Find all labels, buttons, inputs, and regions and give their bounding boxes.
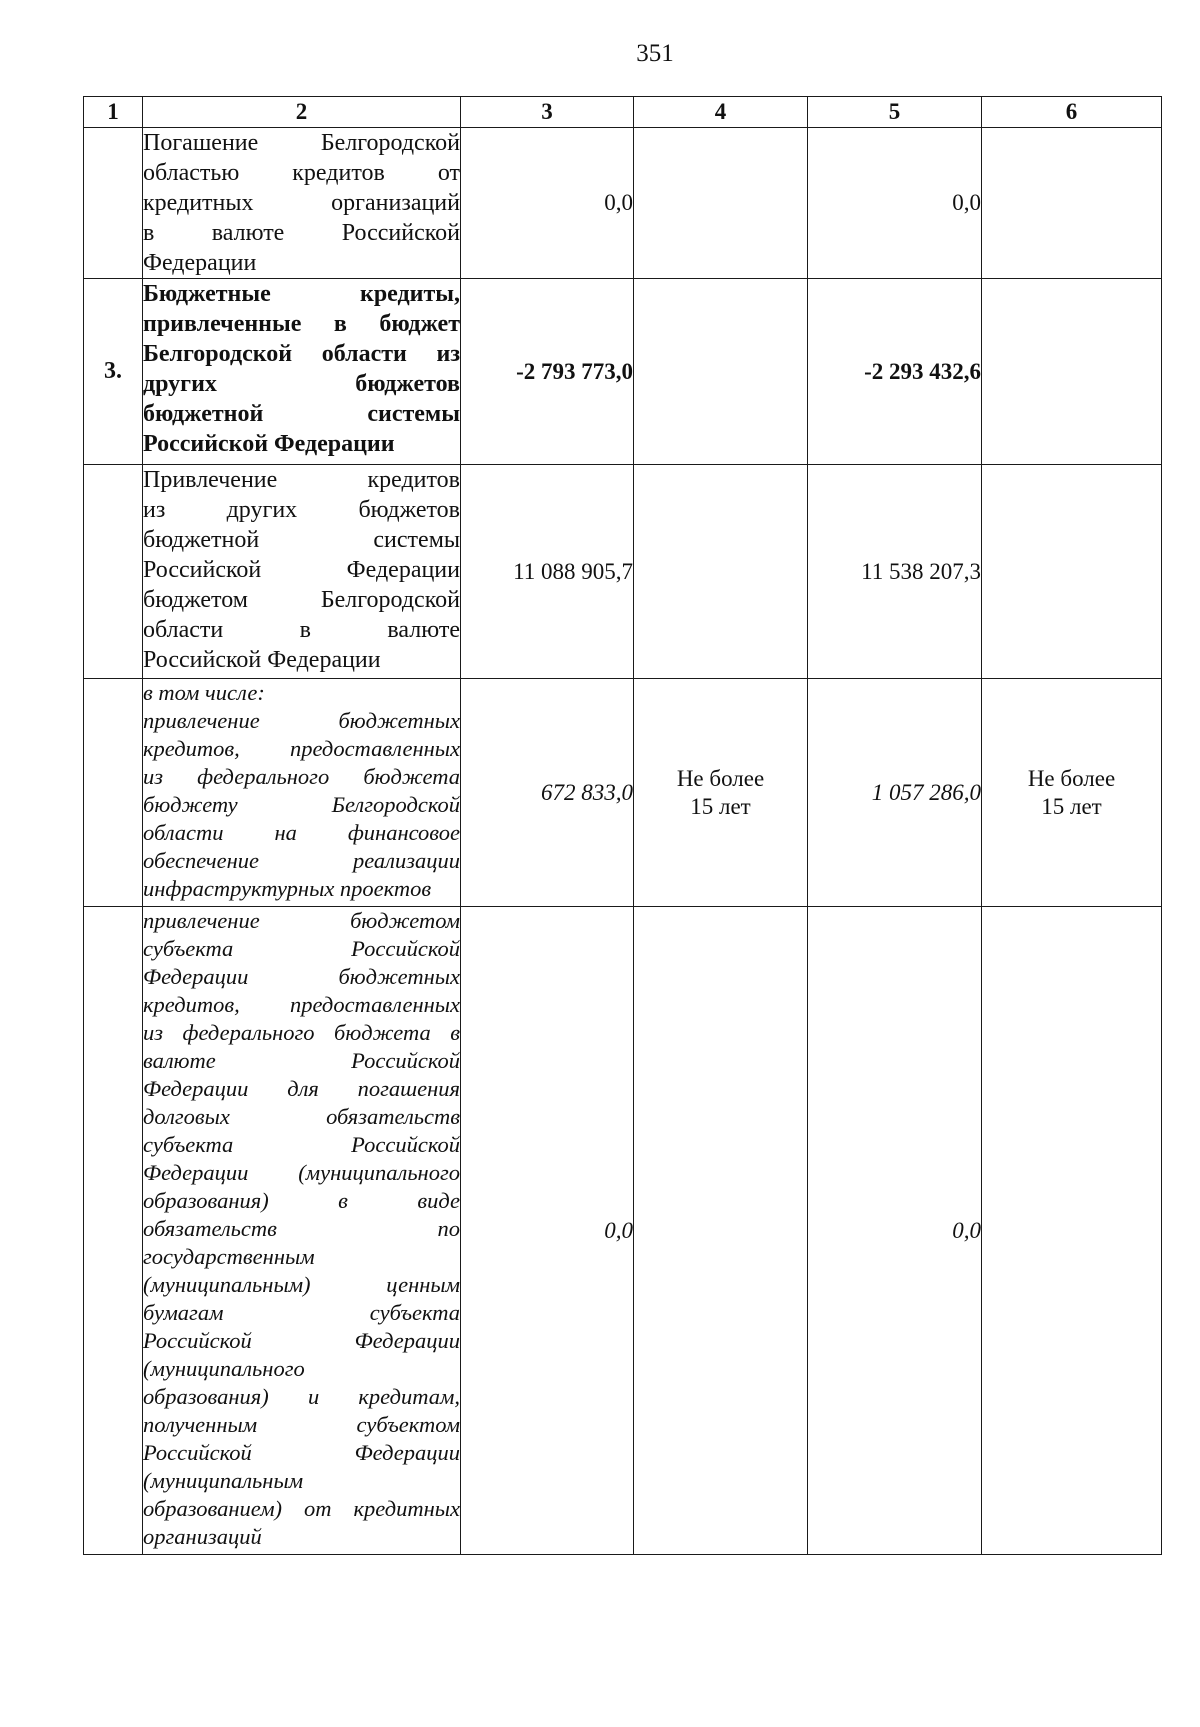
row-description [143,465,461,679]
description-line: бюджету Белгородской [143,792,460,817]
row-description [143,279,461,465]
description-line: кредитов, предоставленных [143,992,460,1017]
description-line: кредитных организаций [143,190,460,216]
value-col-5: 0,0 [808,128,982,279]
value-col-3: 0,0 [461,128,634,279]
header-col-4: 4 [634,97,808,128]
table-header [84,97,1162,128]
table-row [84,907,1162,1555]
description-line: областью кредитов от [143,160,460,186]
description-line: (муниципальным) ценным [143,1272,460,1297]
description-line: обязательств по [143,1216,460,1241]
header-row [84,97,1162,128]
description-line: бумагам субъекта [143,1300,460,1325]
description-line: образованием) от кредитных [143,1496,460,1521]
description-line: из федерального бюджета [143,764,460,789]
description-line: привлеченные в бюджет [143,311,460,337]
description-line: других бюджетов [143,371,460,397]
description-line: (муниципального [143,1356,305,1381]
description-line: субъекта Российской [143,936,460,961]
description-line: образования) и кредитам, [143,1384,460,1409]
description-line: из федерального бюджета в [143,1020,460,1045]
row-description [143,907,461,1555]
term-line: Не более [1027,765,1116,791]
table-body [84,128,1162,1555]
value-col-6 [982,907,1162,1555]
description-line: бюджетной системы [143,401,460,427]
value-col-3: -2 793 773,0 [461,279,634,465]
description-line: Российской Федерации [143,647,381,673]
value-col-6 [982,465,1162,679]
value-col-5: 11 538 207,3 [808,465,982,679]
description-line: привлечение бюджетом [143,908,460,933]
description-line: Белгородской области из [143,341,460,367]
description-line: Федерации для погашения [143,1076,460,1101]
description-line: организаций [143,1524,262,1549]
value-col-5: 0,0 [808,907,982,1555]
table-row [84,465,1162,679]
header-col-3: 3 [461,97,634,128]
description-line: в том числе: [143,680,265,705]
value-col-3: 0,0 [461,907,634,1555]
description-line: инфраструктурных проектов [143,876,432,901]
description-line: Российской Федерации [143,557,460,583]
table-row [84,128,1162,279]
description-line: полученным субъектом [143,1412,460,1437]
description-line: Российской Федерации [143,431,395,457]
value-col-6 [982,128,1162,279]
description-line: государственным [143,1244,315,1269]
value-col-4 [634,907,808,1555]
description-line: Федерации [143,250,257,276]
row-description [143,128,461,279]
description-line: Привлечение кредитов [143,467,460,493]
value-col-3: 672 833,0 [461,679,634,907]
description-line: субъекта Российской [143,1132,460,1157]
description-line: Российской Федерации [143,1440,460,1465]
description-line: Федерации (муниципального [143,1160,460,1185]
description-line: Российской Федерации [143,1328,460,1353]
row-number [84,907,143,1555]
description-line: Погашение Белгородской [143,130,460,156]
budget-table [83,96,1162,1555]
row-number: 3. [84,279,143,465]
term-line: 15 лет [690,793,751,819]
table-row [84,679,1162,907]
description-line: бюджетом Белгородской [143,587,460,613]
description-line: привлечение бюджетных [143,708,460,733]
header-col-1: 1 [84,97,143,128]
value-col-4 [634,679,808,907]
description-line: долговых обязательств [143,1104,460,1129]
description-line: в валюте Российской [143,220,460,246]
description-line: Федерации бюджетных [143,964,460,989]
description-line: области на финансовое [143,820,460,845]
term-line: 15 лет [1041,793,1102,819]
value-col-4 [634,465,808,679]
value-col-5: -2 293 432,6 [808,279,982,465]
description-line: кредитов, предоставленных [143,736,460,761]
value-col-3: 11 088 905,7 [461,465,634,679]
header-col-5: 5 [808,97,982,128]
row-number [84,128,143,279]
description-line: из других бюджетов [143,497,460,523]
value-col-6 [982,679,1162,907]
header-col-2: 2 [143,97,461,128]
description-line: образования) в виде [143,1188,460,1213]
term-line: Не более [676,765,765,791]
row-description [143,679,461,907]
value-col-5: 1 057 286,0 [808,679,982,907]
description-line: валюте Российской [143,1048,460,1073]
value-col-4 [634,279,808,465]
description-line: (муниципальным [143,1468,304,1493]
value-col-6 [982,279,1162,465]
value-col-4 [634,128,808,279]
description-line: Бюджетные кредиты, [143,281,460,307]
page-number: 351 [636,40,674,67]
row-number [84,465,143,679]
row-number [84,679,143,907]
description-line: бюджетной системы [143,527,460,553]
header-col-6: 6 [982,97,1162,128]
description-line: области в валюте [143,617,460,643]
description-line: обеспечение реализации [143,848,460,873]
table-row [84,279,1162,465]
